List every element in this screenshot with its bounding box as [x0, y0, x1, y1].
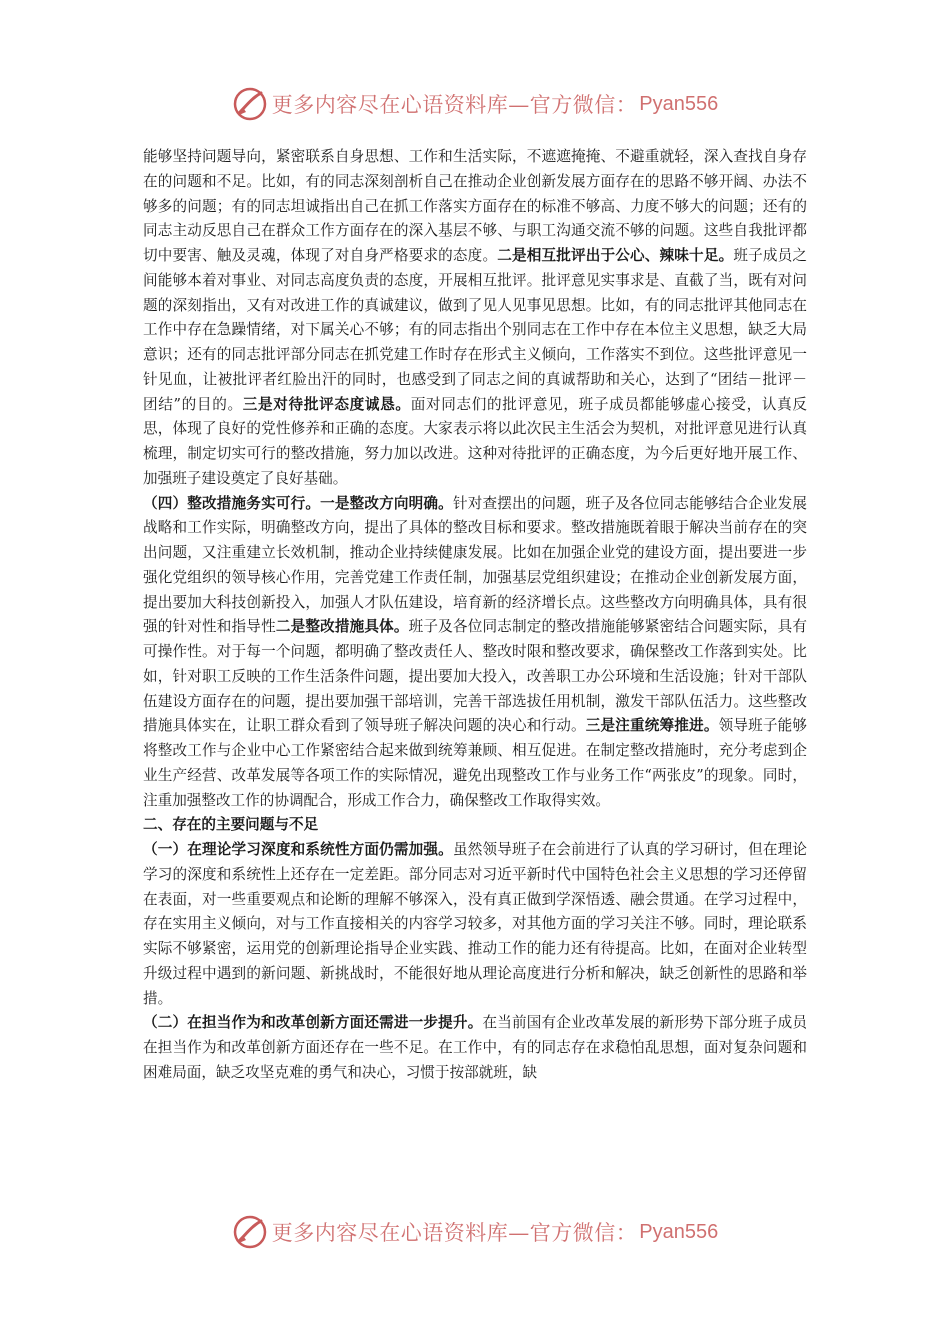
text-segment: 虽然领导班子在会前进行了认真的学习研讨，但在理论学习的深度和系统性上还存在一定差距。部分同志对习近平新时代中国特色社会主义思想的学习还停留在表面，对一些重要观点和论断的理解不够深入，没有真正做到学深悟透、融会贯通。在学习过程中，存在实用主义倾向，对与工作直接相关的内容学习较多，对其他方面的学习关注不够。同时，理论联系实际不够紧密，运用党的创新理论指导企业实践、推动工作的能力还有待提高。比如，在面对企业转型升级过程中遇到的新问题、新挑战时，不能很好地从理论高度进行分析和解决，缺乏创新性的思路和举措。	[143, 841, 807, 1007]
paragraph	[143, 145, 807, 492]
bold-text-segment: （四）整改措施务实可行。一是整改方向明确。	[143, 494, 453, 512]
bold-text-segment: 二是相互批评出于公心、辣味十足。	[497, 247, 734, 264]
document-body	[143, 145, 807, 1086]
banner-text: 更多内容尽在心语资料库—官方微信：	[271, 93, 638, 117]
text-segment: 领导班子能够将整改工作与企业中心工作紧密结合起来做到统筹兼顾、相互促进。在制定整改措施时，充分考虑到企业生产经营、改革发展等各项工作的实际情况，避免出现整改工作与业务工作“两张皮”的现象。同时，注重加强整改工作的协调配合，形成工作合力，确保整改工作取得实效。	[143, 717, 807, 809]
paragraph	[143, 813, 807, 838]
wechat-id: Pyan556	[639, 1220, 719, 1243]
text-segment: 针对查摆出的问题，班子及各位同志能够结合企业发展战略和工作实际，明确整改方向，提出了具体的整改目标和要求。整改措施既着眼于解决当前存在的突出问题，又注重建立长效机制，推动企业持续健康发展。比如在加强企业党的建设方面，提出要进一步强化党组织的领导核心作用，完善党建工作责任制，加强基层党组织建设；在推动企业创新发展方面，提出要加大科技创新投入，加强人才队伍建设，培育新的经济增长点。这些整改方向明确具体，具有很强的针对性和指导性	[143, 494, 807, 636]
bold-text-segment: （二）在担当作为和改革创新方面还需进一步提升。	[143, 1014, 483, 1032]
text-segment: 能够坚持问题导向，紧密联系自身思想、工作和生活实际，不遮遮掩掩、不避重就轻，深入查找自身存在的问题和不足。比如，有的同志深刻剖析自己在推动企业创新发展方面存在的思路不够开阔、办法不够多的问题；有的同志坦诚指出自己在抓工作落实方面存在的标准不够高、力度不够大的问题；还有的同志主动反思自己在群众工作方面存在的深入基层不够、与职工沟通交流不够的问题。这些自我批评都切中要害、触及灵魂，体现了对自身严格要求的态度。	[143, 148, 807, 264]
brush-logo-icon	[232, 1214, 268, 1250]
brush-logo-icon	[232, 86, 268, 122]
bold-text-segment: 二是整改措施具体。	[275, 618, 409, 636]
paragraph	[143, 838, 807, 1011]
wechat-id: Pyan556	[639, 92, 719, 115]
bold-text-segment: 三是注重统筹推进。	[585, 717, 719, 735]
text-segment: 班子及各位同志制定的整改措施能够紧密结合问题实际，具有可操作性。对于每一个问题，都明确了整改责任人、整改时限和整改要求，确保整改工作落到实处。比如，针对职工反映的工作生活条件问题，提出要加大投入，改善职工办公环境和生活设施；针对干部队伍建设方面存在的问题，提出要加强干部培训，完善干部选拔任用机制，激发干部队伍活力。这些整改措施具体实在，让职工群众看到了领导班子解决问题的决心和行动。	[143, 618, 807, 735]
text-segment: 面对同志们的批评意见，班子成员都能够虚心接受，认真反思，体现了良好的党性修养和正确的态度。大家表示将以此次民主生活会为契机，对批评意见进行认真梳理，制定切实可行的整改措施，努力加以改进。这种对待批评的正确态度，为今后更好地开展工作、加强班子建设奠定了良好基础。	[143, 395, 807, 487]
bold-text-segment: （一）在理论学习深度和系统性方面仍需加强。	[143, 841, 453, 858]
footer-banner	[0, 1210, 950, 1254]
header-banner	[0, 82, 950, 126]
text-segment: 班子成员之间能够本着对事业、对同志高度负责的态度，开展相互批评。批评意见实事求是、直截了当，既有对问题的深刻指出，又有对改进工作的真诚建议，做到了见人见事见思想。比如，有的同志批评其他同志在工作中存在急躁情绪，对下属关心不够；有的同志指出个别同志在工作中存在本位主义思想，缺乏大局意识；还有的同志批评部分同志在抓党建工作时存在形式主义倾向，工作落实不到位。这些批评意见一针见血，让被批评者红脸出汗的同时，也感受到了同志之间的真诚帮助和关心，达到了“团结－批评－团结”的目的。	[143, 247, 807, 413]
bold-text-segment: 二、存在的主要问题与不足	[143, 816, 319, 834]
bold-text-segment: 三是对待批评态度诚恳。	[242, 395, 411, 413]
banner-text: 更多内容尽在心语资料库—官方微信：	[271, 1221, 638, 1245]
text-segment: 在当前国有企业改革发展的新形势下部分班子成员在担当作为和改革创新方面还存在一些不足。在工作中，有的同志存在求稳怕乱思想，面对复杂问题和困难局面，缺乏攻坚克难的勇气和决心，习惯于按部就班，缺	[143, 1014, 807, 1081]
paragraph	[143, 1011, 807, 1085]
paragraph	[143, 492, 807, 814]
